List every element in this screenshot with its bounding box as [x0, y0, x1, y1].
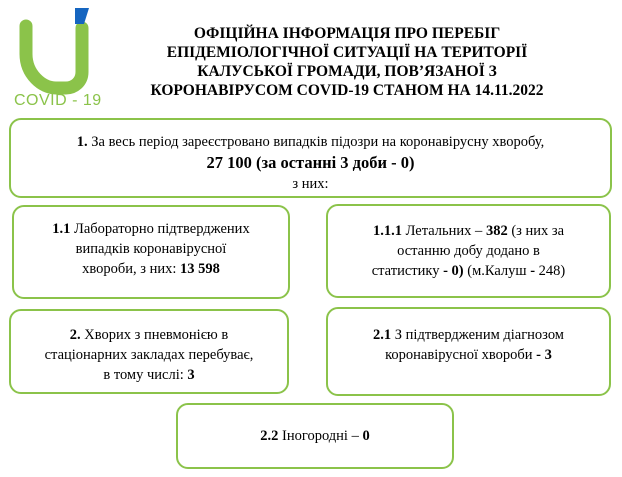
section-number: 1.1.1: [372, 223, 402, 239]
fatal-kalush-dash: -: [530, 263, 539, 279]
section-number: 2.2: [260, 428, 279, 444]
pneumonia-value: 3: [187, 367, 195, 383]
total-suspected-label: [11, 132, 610, 152]
lab-confirmed-text-1: Лабораторно підтверджених: [70, 221, 250, 237]
confirmed-diagnosis-text-2: коронавірусної хвороби: [385, 347, 537, 363]
fatal-text-3a: статистику: [371, 263, 444, 279]
section-number: 2.: [69, 327, 81, 343]
confirmed-diagnosis-box: [326, 307, 611, 396]
title-line-4: КОРОНАВІРУСОМ COVID-19 СТАНОМ НА 14.11.2022: [150, 82, 544, 99]
fatal-cases-box: [326, 204, 611, 298]
of-them-label: з них:: [292, 176, 329, 192]
fatal-text-1b: (з них за: [507, 223, 565, 239]
fatal-text-2: останню добу додано в: [397, 243, 540, 259]
confirmed-diagnosis-text-1: З підтвердженим діагнозом: [391, 327, 564, 343]
pneumonia-text-3: в тому числі:: [103, 367, 188, 383]
lab-confirmed-text-3: хвороби, з них:: [82, 261, 181, 277]
non-residents-box: [176, 403, 454, 469]
fatal-last-day-value: - 0): [443, 263, 464, 279]
total-suspected-cases-box: [9, 118, 612, 198]
non-residents-text: Іногородні –: [278, 428, 363, 444]
title-line-1: ОФІЦІЙНА ІНФОРМАЦІЯ ПРО ПЕРЕБІГ: [193, 25, 501, 42]
total-suspected-value: 27 100 (за останні 3 доби - 0): [206, 153, 415, 172]
logo-label: COVID - 19: [14, 92, 102, 109]
lab-confirmed-text-2: випадків коронавірусної: [75, 241, 227, 257]
section-number: 2.1: [373, 327, 392, 343]
fatal-value: 382: [485, 223, 508, 239]
fatal-text-1: Летальних –: [401, 223, 486, 239]
section-number: 1.: [76, 134, 88, 150]
total-suspected-text: За весь період зареєстровано випадків підозри на коронавірусну хворобу,: [87, 134, 545, 150]
pneumonia-hospitalized-box: [9, 309, 289, 394]
section-number: 1.1: [52, 221, 71, 237]
confirmed-diagnosis-value: - 3: [536, 347, 552, 363]
title-line-2: ЕПІДЕМІОЛОГІЧНОЇ СИТУАЦІЇ НА ТЕРИТОРІЇ: [166, 44, 528, 61]
fatal-kalush-value: 248): [538, 263, 566, 279]
pneumonia-text-1: Хворих з пневмонією в: [80, 327, 229, 343]
pneumonia-text-2: стаціонарних закладах перебуває,: [44, 347, 254, 363]
covid-v-logo-icon: [12, 4, 112, 96]
lab-confirmed-box: [12, 205, 290, 299]
page-title: [112, 24, 582, 100]
lab-confirmed-value: 13 598: [180, 261, 220, 277]
title-line-3: КАЛУСЬКОЇ ГРОМАДИ, ПОВ’ЯЗАНОЇ З: [197, 63, 497, 80]
fatal-text-3c: (м.Калуш: [463, 263, 531, 279]
non-residents-value: 0: [362, 428, 370, 444]
covid-logo: [12, 4, 112, 116]
